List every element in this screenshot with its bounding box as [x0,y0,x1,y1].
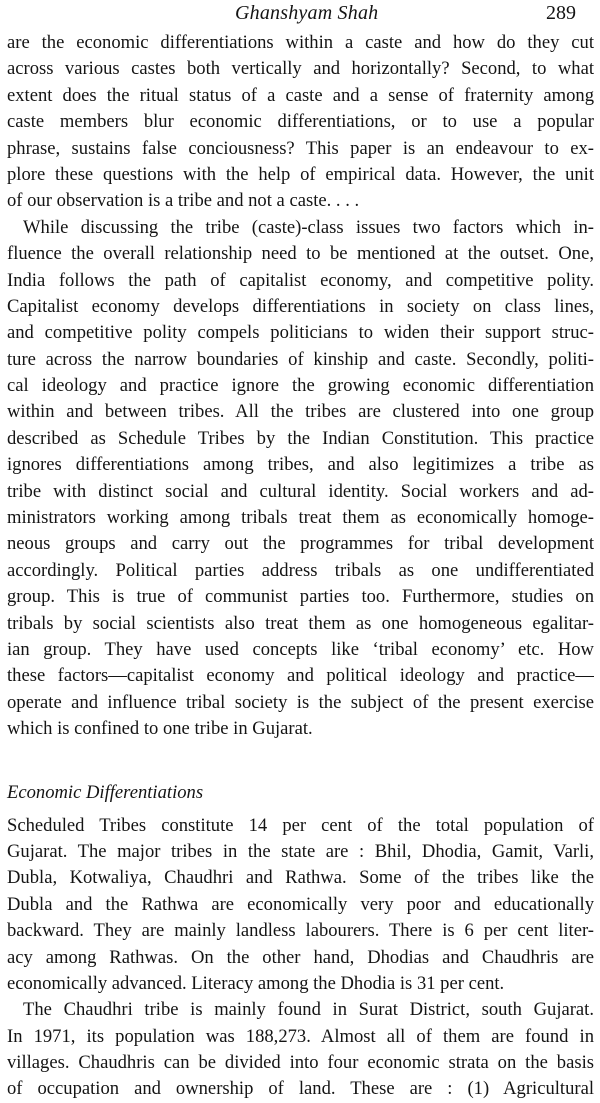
text-line: While discussing the tribe (caste)-class issues two factors which in- [23,216,594,238]
text-line: Dubla and the Rathwa are economically very poor and educationally [7,893,594,915]
text-line: backward. They are mainly landless labourers. There is 6 per cent liter- [7,920,594,942]
text-line: economically advanced. Literacy among the Dhodia is 31 per cent. [7,972,505,994]
text-line: In 1971, its population was 188,273. Almost all of them are found in [7,1025,594,1047]
text-line: ministrators working among tribals treat them as economically homoge- [7,507,594,529]
text-line: villages. Chaudhris can be divided into four economic strata on the basis [7,1052,594,1074]
text-line: these factors—capitalist economy and political ideology and practice— [7,665,594,687]
text-line: extent does the ritual status of a caste and a sense of fraternity among [7,84,594,106]
text-line: plore these questions with the help of empirical data. However, the unit [7,163,594,185]
text-line: neous groups and carry out the programmes for tribal development [7,533,594,555]
page-number: 289 [546,2,576,24]
text-line: Gujarat. The major tribes in the state are : Bhil, Dhodia, Gamit, Varli, [7,840,594,862]
text-line: Dubla, Kotwaliya, Chaudhri and Rathwa. Some of the tribes like the [7,867,594,889]
text-line: Scheduled Tribes constitute 14 per cent of the total population of [7,814,594,836]
section-paragraph-2 [7,997,594,1103]
text-line: across various castes both vertically and horizontally? Second, to what [7,58,594,80]
text-line: of our observation is a tribe and not a caste. . . . [7,190,360,212]
section-paragraph-1 [7,813,594,998]
text-line: cal ideology and practice ignore the growing economic differentiation [7,375,594,397]
text-line: operate and influence tribal society is the subject of the present exercise [7,691,594,713]
text-line: ian group. They have used concepts like ‘tribal economy’ etc. How [7,638,594,660]
section-heading: Economic Differentiations [7,781,204,803]
text-line: tribe with distinct social and cultural identity. Social workers and ad- [7,480,594,502]
text-line: ignores differentiations among tribes, and also legitimizes a tribe as [7,454,594,476]
running-header [7,0,594,30]
text-line: and competitive polity compels politicians to widen their support struc- [7,322,594,344]
text-line: which is confined to one tribe in Gujarat. [7,718,313,740]
text-line: caste members blur economic differentiations, or to use a popular [7,111,594,133]
text-line: Capitalist economy develops differentiations in society on class lines, [7,295,594,317]
text-line: acy among Rathwas. On the other hand, Dhodias and Chaudhris are [7,946,594,968]
text-line: of occupation and ownership of land. These are : (1) Agricultural [7,1078,594,1100]
running-head-author: Ghanshyam Shah [235,2,379,24]
text-line: accordingly. Political parties address tribals as one undifferentiated [7,559,594,581]
section-spacer [7,743,594,779]
text-line: fluence the overall relationship need to be mentioned at the outset. One, [7,243,594,265]
text-line: tribals by social scientists also treat them as one homogeneous egalitar- [7,612,594,634]
paragraph-1 [7,30,594,215]
text-line: within and between tribes. All the tribes are clustered into one group [7,401,594,423]
text-line: are the economic differentiations within a caste and how do they cut [7,32,594,53]
text-line: phrase, sustains false conciousness? This paper is an endeavour to ex- [7,137,594,159]
paragraph-2 [7,215,594,743]
text-line: described as Schedule Tribes by the Indian Constitution. This practice [7,427,594,449]
text-line: ture across the narrow boundaries of kinship and caste. Secondly, politi- [7,348,594,370]
text-line: India follows the path of capitalist economy, and competitive polity. [7,269,594,291]
text-line: The Chaudhri tribe is mainly found in Surat District, south Gujarat. [23,999,594,1021]
text-line: group. This is true of communist parties too. Furthermore, studies on [7,586,594,608]
